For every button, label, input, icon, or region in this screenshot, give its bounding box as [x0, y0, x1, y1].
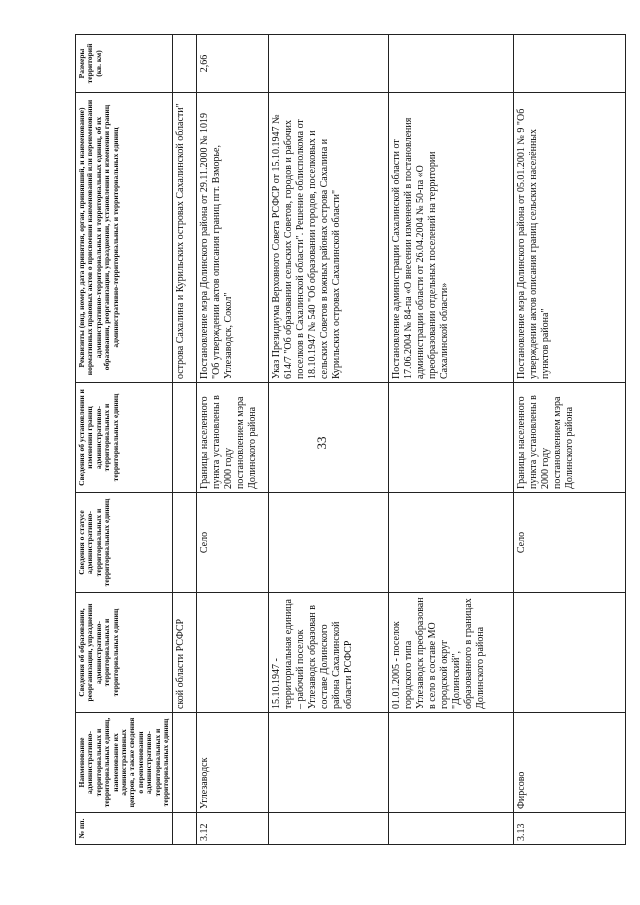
cell-acts: Постановление мэра Долинского района от 29.11.2000 № 1019 "Об утверждении актов описания границ пгт. Взморье, Углезаводск, Сокол" — [197, 93, 269, 383]
cell-formation: 15.10.1947 - территориальная единица – рабочий поселок Углезаводск образован в составе Долинского района Сахалинской области РСФСР — [269, 593, 389, 713]
cell-area: 2,66 — [197, 35, 269, 93]
cell-area — [514, 35, 626, 93]
cell-num — [389, 813, 514, 845]
header-acts: Реквизиты (вид, номер, дата принятия, орган, принявший, и наименование) нормативных правовых актов о присвоении наименований или переименовании административно-территориальных и территориальных единиц, об их образовании, реорганизации, упразднении, установлении и изменении границ административно-территориальных и территориальных единиц — [76, 93, 173, 383]
table-row — [197, 35, 269, 845]
cell-name — [389, 713, 514, 813]
cell-area — [269, 35, 389, 93]
cell-formation: 01.01.2005 - поселок городского типа Углезаводск преобразован в село в составе МО городской округ "Долинский", образованного в границах Долинского района — [389, 593, 514, 713]
header-name: Наименование административно-территориальных и территориальных единиц, наименование их административных центров, а также сведения о переименовании административно-территориальных и территориальных единиц — [76, 713, 173, 813]
cell-borders: Границы населенного пункта установлены в 2000 году постановлением мэра Долинского района — [514, 383, 626, 493]
cell-borders — [173, 383, 197, 493]
cell-borders: Границы населенного пункта установлены в 2000 году постановлением мэра Долинского района — [197, 383, 269, 493]
cell-name — [173, 713, 197, 813]
cell-status: Село — [514, 493, 626, 593]
cell-name — [269, 713, 389, 813]
cell-name: Фирсово — [514, 713, 626, 813]
rotated-table-wrapper — [75, 35, 620, 845]
cell-status — [389, 493, 514, 593]
cell-num — [269, 813, 389, 845]
cell-name: Углезаводск — [197, 713, 269, 813]
cell-borders — [389, 383, 514, 493]
cell-num: 3.12 — [197, 813, 269, 845]
table-row — [269, 35, 389, 845]
page-number: 33 — [314, 436, 329, 450]
header-row — [76, 35, 173, 845]
cell-acts: Постановление мэра Долинского района от 05.01.2001 № 9 "Об утверждении актов описания границ сельских населённых пунктов района" — [514, 93, 626, 383]
cell-area — [389, 35, 514, 93]
cell-acts: острова Сахалина и Курильских островах Сахалинской области" — [173, 93, 197, 383]
cell-formation: ской области РСФСР — [173, 593, 197, 713]
table-row — [514, 35, 626, 845]
header-status: Сведения о статусе административно-территориальных и территориальных единиц — [76, 493, 173, 593]
cell-area — [173, 35, 197, 93]
cell-num — [173, 813, 197, 845]
cell-status — [269, 493, 389, 593]
cell-status — [173, 493, 197, 593]
cell-num: 3.13 — [514, 813, 626, 845]
cell-formation — [514, 593, 626, 713]
cell-status: Село — [197, 493, 269, 593]
cell-acts: Указ Президиума Верховного Совета РСФСР от 15.10.1947 № 614/7 "Об образовании сельских Советов, городов и рабочих поселков в Сахалинской области". Решение облисполкома от 18.10.1947 № 540 "Об образовании городов, поселковых и сельских Советов в южных районах острова Сахалина и Курильских островах Сахалинской области" — [269, 93, 389, 383]
header-num: № пп. — [76, 813, 173, 845]
registry-table — [75, 34, 626, 845]
header-formation: Сведения об образовании, реорганизации, упразднении административно-территориальных и территориальных единиц — [76, 593, 173, 713]
cell-acts: Постановление администрации Сахалинской области от 17.06.2004 № 84-па «О внесении изменений в постановления администрации области от 26.04.2004 № 50-па «О преобразовании отдельных поселений на территории Сахалинской области» — [389, 93, 514, 383]
header-area: Размеры территорий (кв. км) — [76, 35, 173, 93]
header-borders: Сведения об установлении и изменении границ административно-территориальных и территориальных единиц — [76, 383, 173, 493]
cell-borders — [269, 383, 389, 493]
table-row — [173, 35, 197, 845]
cell-formation — [197, 593, 269, 713]
table-row — [389, 35, 514, 845]
